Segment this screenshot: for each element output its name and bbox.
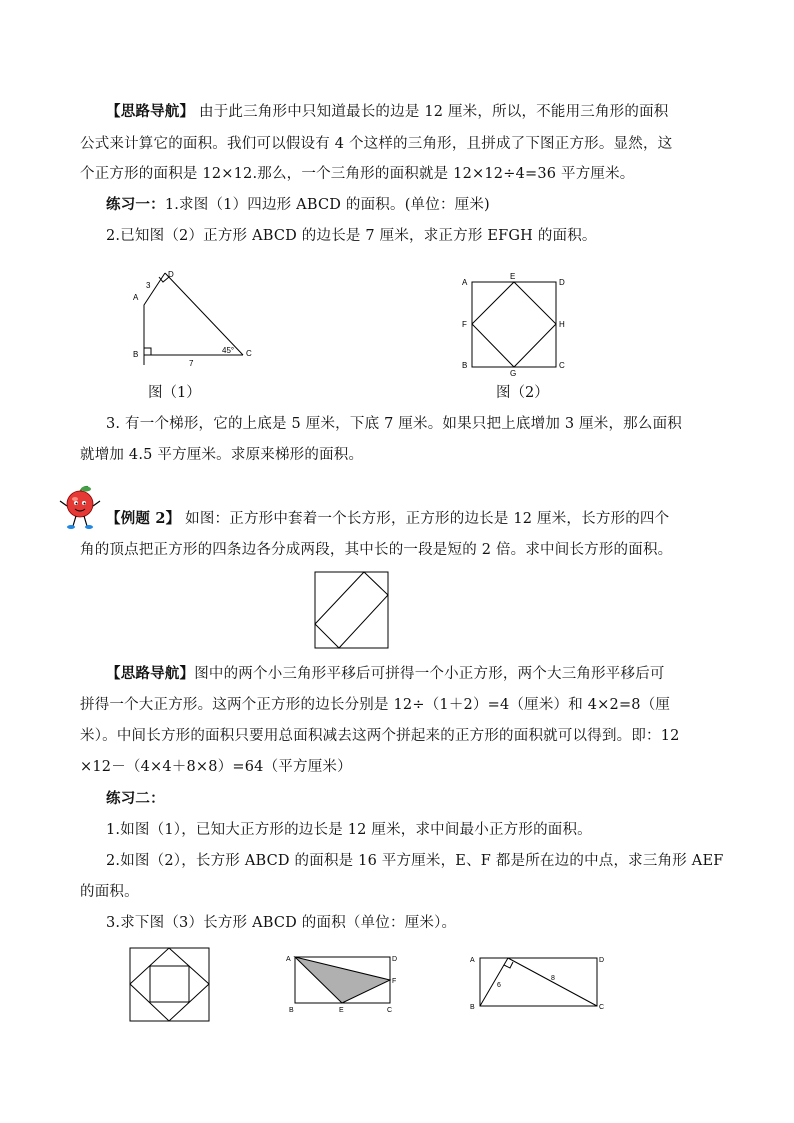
p1-text1: 由于此三角形中只知道最长的边是 12 厘米，所以，不能用三角形的面积 — [199, 104, 669, 120]
fig1-label-c: C — [246, 349, 252, 358]
bfig2-label-b: B — [289, 1007, 294, 1014]
bfig1-outer-square — [130, 948, 209, 1021]
fig2-caption: 图（2） — [496, 385, 549, 401]
fig2-label-g: G — [510, 369, 517, 378]
fig2-outer-square — [472, 282, 556, 367]
example2-line2: 角的顶点把正方形的四条边各分成两段，其中长的一段是短的 2 倍。求中间长方形的面积。 — [80, 542, 673, 558]
figure-2-square — [458, 272, 578, 378]
bfig2-label-f: F — [392, 978, 397, 985]
apple-mascot-icon — [58, 484, 104, 534]
ex1-q3a: 3. 有一个梯形，它的上底是 5 厘米，下底 7 厘米。如果只把上底增加 3 厘米，那么面积 — [106, 416, 682, 432]
bottom-figure-3-rectangle — [466, 953, 611, 1013]
p2-line3: 米）。中间长方形的面积只要用总面积减去这两个拼起来的正方形的面积就可以得到。即：12 — [80, 728, 680, 744]
fig1-label-a: A — [133, 293, 139, 302]
bfig3-side-label-8: 8 — [551, 975, 555, 982]
fig1-caption: 图（1） — [148, 385, 201, 401]
fig2-label-d: D — [559, 278, 565, 287]
p2-line4: ×12－（4×4＋8×8）=64（平方厘米） — [80, 759, 352, 775]
example2-line1 — [106, 509, 669, 529]
bfig2-triangle-aef — [295, 957, 390, 1003]
fig1-side-ad: 3 — [146, 281, 151, 290]
bfig2-label-e: E — [339, 1007, 344, 1014]
ex1-line1 — [106, 195, 490, 215]
bfig3-label-d: D — [599, 957, 605, 964]
figure-1-quadrilateral — [125, 268, 255, 368]
ex1-q1: 1.求图（1）四边形 ABCD 的面积。(单位：厘米) — [164, 197, 490, 213]
p1-label: 【思路导航】 — [106, 103, 195, 120]
example2-text1: 如图：正方形中套着一个长方形，正方形的边长是 12 厘米，长方形的四个 — [185, 511, 670, 527]
p2-text1: 图中的两个小三角形平移后可拼得一个小正方形，两个大三角形平移后可 — [194, 666, 665, 682]
fig1-side-bc: 7 — [189, 359, 194, 368]
fig1-label-d: D — [168, 270, 174, 279]
bfig3-side-8 — [508, 958, 597, 1006]
fig2-label-a: A — [462, 278, 468, 287]
p1-line2: 公式来计算它的面积。我们可以假设有 4 个这样的三角形，且拼成了下图正方形。显然，这 — [80, 136, 673, 152]
fig2-label-h: H — [559, 320, 565, 329]
fig2-label-c: C — [559, 361, 565, 370]
bfig1-diamond — [130, 948, 209, 1021]
fig3-outer-square — [315, 572, 388, 648]
p2-label: 【思路导航】 — [106, 665, 195, 682]
fig1-hypotenuse — [165, 273, 243, 355]
ex2-label: 练习二： — [106, 790, 165, 807]
ex2-q2a: 2.如图（2），长方形 ABCD 的面积是 16 平方厘米，E、F 都是所在边的中点，求三角形 AEF — [106, 853, 724, 869]
ex1-label: 练习一： — [106, 196, 165, 213]
p1-line3: 个正方形的面积是 12×12.那么，一个三角形的面积就是 12×12÷4=36 平方厘米。 — [80, 166, 635, 182]
fig1-right-angle-b — [144, 348, 151, 355]
ex2-q3: 3.求下图（3）长方形 ABCD 的面积（单位：厘米）。 — [106, 915, 457, 931]
p2-line2: 拼得一个大正方形。这两个正方形的边长分别是 12÷（1＋2）=4（厘米）和 4×2=8（厘 — [80, 697, 671, 713]
ex2-q1: 1.如图（1），已知大正方形的边长是 12 厘米，求中间最小正方形的面积。 — [106, 822, 592, 838]
bfig3-label-a: A — [470, 957, 475, 964]
fig2-label-f: F — [462, 320, 467, 329]
bfig2-label-a: A — [286, 956, 291, 963]
bfig2-label-c: C — [387, 1007, 393, 1014]
ex2-q2b: 的面积。 — [80, 884, 139, 900]
p2-line1 — [106, 664, 665, 684]
bottom-figure-2-rectangle-triangle — [284, 950, 404, 1020]
bfig1-inner-square — [150, 966, 189, 1002]
ex1-q3b: 就增加 4.5 平方厘米。求原来梯形的面积。 — [80, 447, 364, 463]
bfig3-label-b: B — [470, 1004, 475, 1011]
bottom-figure-1-nested-squares — [129, 947, 211, 1023]
example2-label: 【例题 2】 — [106, 510, 181, 527]
fig2-label-e: E — [510, 272, 516, 281]
ex1-q2: 2.已知图（2）正方形 ABCD 的边长是 7 厘米，求正方形 EFGH 的面积。 — [106, 228, 597, 244]
fig3-inner-rectangle — [315, 572, 388, 648]
fig2-inner-square — [472, 282, 556, 367]
fig1-angle: 45° — [222, 346, 235, 355]
bfig2-label-d: D — [392, 956, 398, 963]
bfig3-side-6 — [480, 958, 508, 1006]
p1-line1 — [106, 102, 668, 122]
bfig3-label-c: C — [599, 1004, 605, 1011]
bfig3-side-label-6: 6 — [497, 982, 501, 989]
fig2-label-b: B — [462, 361, 468, 370]
figure-example-square-rectangle — [314, 571, 390, 651]
fig1-label-b: B — [133, 350, 139, 359]
